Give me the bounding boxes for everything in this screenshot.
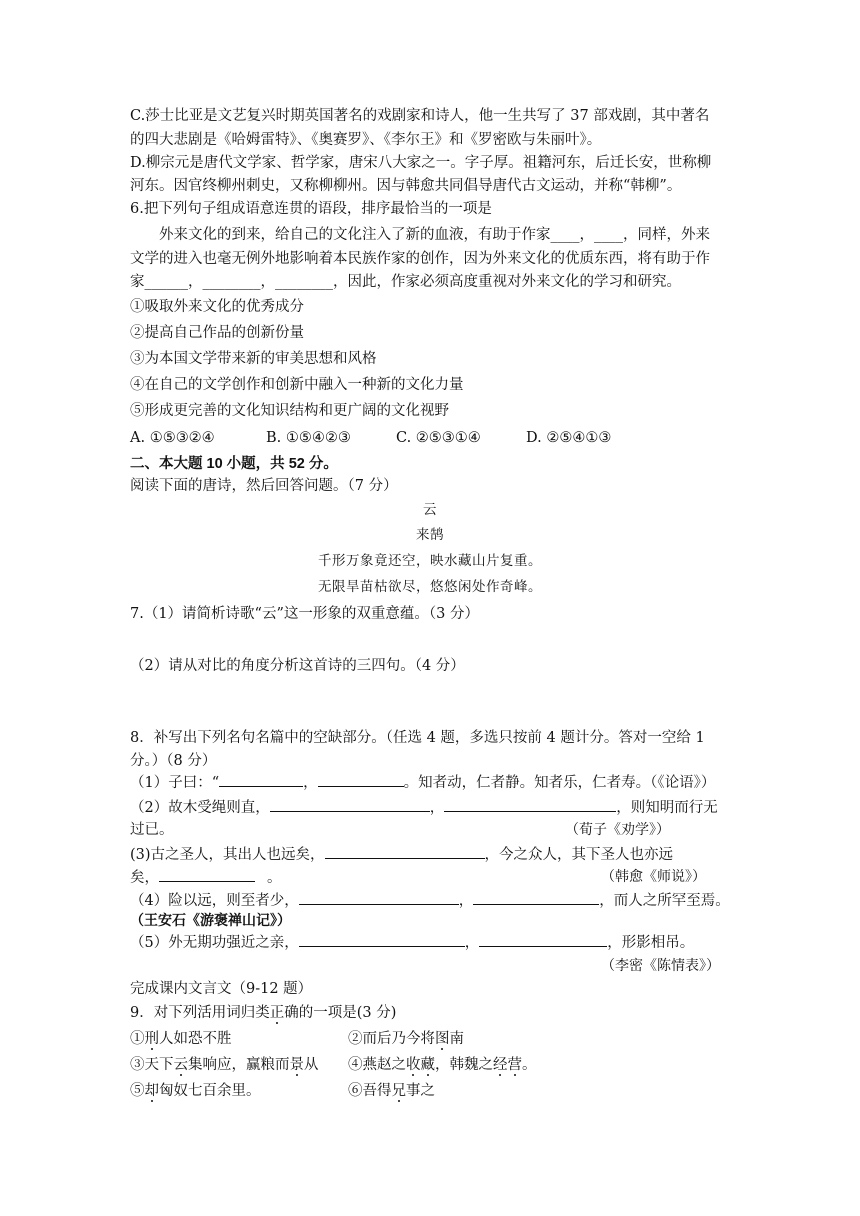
q8-blank[interactable] [479,931,607,947]
q8-item-5-prefix: （5）外无期功强近之亲， [130,935,299,951]
q6-option-a: A. ①⑤③②④ [130,430,215,446]
q5-option-c-line1: C.莎士比亚是文艺复兴时期英国著名的戏剧家和诗人，他一生共写了 37 部戏剧，其中著名 [130,108,710,124]
q9-item-5: ⑤却匈奴七百余里。 [130,1083,261,1099]
q6-options [130,427,611,449]
q8-separator: ， [429,800,445,816]
q8-item-3-source: （韩愈《师说》） [601,869,706,885]
poem-question-intro: 阅读下面的唐诗，然后回答问题。（7 分） [130,478,398,494]
q6-item-4: ④在自己的文学创作和创新中融入一种新的文化力量 [130,377,464,393]
q5-option-c-line2: 的四大悲剧是《哈姆雷特》、《奥赛罗》、《李尔王》和《罗密欧与朱丽叶》。 [130,132,602,148]
q8-item-2-suffix: ，则知明而行无 [616,800,718,816]
q8-separator: ， [303,775,318,791]
q8-separator: ， [464,935,480,951]
q6-item-1: ①吸取外来文化的优秀成分 [130,299,304,315]
q8-blank[interactable] [299,889,459,905]
q9-row-1 [130,1028,464,1050]
q9-stem: 9．对下列活用词归类正确的一项是(3 分) [130,1005,397,1021]
q8-item-3-prefix: (3)古之圣人，其出人也远矣， [130,847,325,863]
q8-item-3-suffix: ，今之众人，其下圣人也亦远 [484,847,674,863]
q8-item-2-source: （荀子《劝学》） [565,822,670,838]
q9-row-2 [130,1054,537,1076]
q8-blank[interactable] [325,843,485,859]
q6-passage-line2: 文学的进入也毫无例外地影响着本民族作家的创作，因为外来文化的优质东西，将有助于作 [130,251,710,267]
q9-row-3 [130,1080,435,1102]
q6-item-5: ⑤形成更完善的文化知识结构和更广阔的文化视野 [130,403,449,419]
q6-option-c: C. ②⑤③①④ [396,430,481,446]
q9-section-heading: 完成课内文言文（9-12 题） [130,981,313,997]
q7-part-1: 7.（1）请简析诗歌“云”这一形象的双重意蕴。（3 分） [130,606,479,622]
q8-item-5-source: （李密《陈情表》） [601,958,720,974]
q6-passage-line1: 外来文化的到来，给自己的文化注入了新的血液，有助于作家____，____，同样，外来 [159,227,710,243]
q9-item-2: ②而后乃今将图南 [348,1031,464,1047]
q8-item-3-cont-suffix: 。 [267,870,282,886]
q5-option-d-line2: 河东。因官终柳州刺史，又称柳柳州。因与韩愈共同倡导唐代古文运动，并称“韩柳”。 [130,178,682,194]
q9-item-3: ③天下云集响应，赢粮而景从 [130,1057,319,1073]
q8-blank[interactable] [473,889,599,905]
q8-item-3-cont [130,866,282,889]
q8-stem-line2: 分。）（8 分） [130,753,217,769]
q8-item-4-source: （王安石《游褒禅山记》） [130,912,291,928]
q8-blank[interactable] [299,931,465,947]
q6-option-b: B. ①⑤④②③ [266,430,351,446]
poem-title: 云 [423,502,437,518]
q6-item-2: ②提高自己作品的创新份量 [130,325,304,341]
q8-item-2-cont: 过已。 [130,822,174,838]
q6-item-3: ③为本国文学带来新的审美思想和风格 [130,351,377,367]
q8-item-5 [130,931,694,954]
q7-part-2: （2）请从对比的角度分析这首诗的三四句。（4 分） [130,658,465,674]
q8-item-3 [130,843,673,866]
q8-blank[interactable] [318,771,404,787]
q8-blank[interactable] [444,796,616,812]
poem-line-2: 无限旱苗枯欲尽，悠悠闲处作奇峰。 [318,579,542,595]
q8-item-2-prefix: （2）故木受绳则直， [130,800,270,816]
q6-stem: 6.把下列句子组成语意连贯的语段，排序最恰当的一项是 [130,201,492,217]
q9-item-1: ①刑人如恐不胜 [130,1031,232,1047]
q8-separator: ， [458,893,474,909]
q8-blank[interactable] [270,796,430,812]
q9-item-6: ⑥吾得兄事之 [348,1083,435,1099]
q8-item-1-suffix: 。知者动，仁者静。知者乐，仁者寿。（《论语》） [403,775,716,791]
q8-item-3-cont-prefix: 矣， [130,870,159,886]
q9-item-4: ④燕赵之收藏，韩魏之经营。 [348,1057,537,1073]
q8-blank[interactable] [159,866,255,882]
poem-line-1: 千形万象竟还空，映水藏山片复重。 [318,553,542,569]
q8-item-4-prefix: （4）险以远，则至者少， [130,893,299,909]
poem-author: 来鹄 [416,527,444,543]
q8-item-1 [130,771,715,794]
q8-stem-line1: 8．补写出下列名句名篇中的空缺部分。（任选 4 题，多选只按前 4 题计分。答对一空给 1 [130,730,705,746]
q6-option-d: D. ②⑤④①③ [526,430,612,446]
q8-item-2 [130,796,718,819]
q6-passage-line3: 家______，________，________，因此，作家必须高度重视对外来文化的学习和研究。 [130,274,681,290]
section-2-heading: 二、本大题 10 小题，共 52 分。 [130,456,338,472]
q8-blank[interactable] [219,771,303,787]
q8-item-1-prefix: （1）子曰：“ [130,775,220,791]
q8-item-5-suffix: ，形影相吊。 [607,935,695,951]
q8-item-4-suffix: ，而人之所罕至焉。 [599,893,730,909]
q5-option-d-line1: D.柳宗元是唐代文学家、哲学家，唐宋八大家之一。字子厚。祖籍河东，后迁长安，世称柳 [130,155,712,171]
